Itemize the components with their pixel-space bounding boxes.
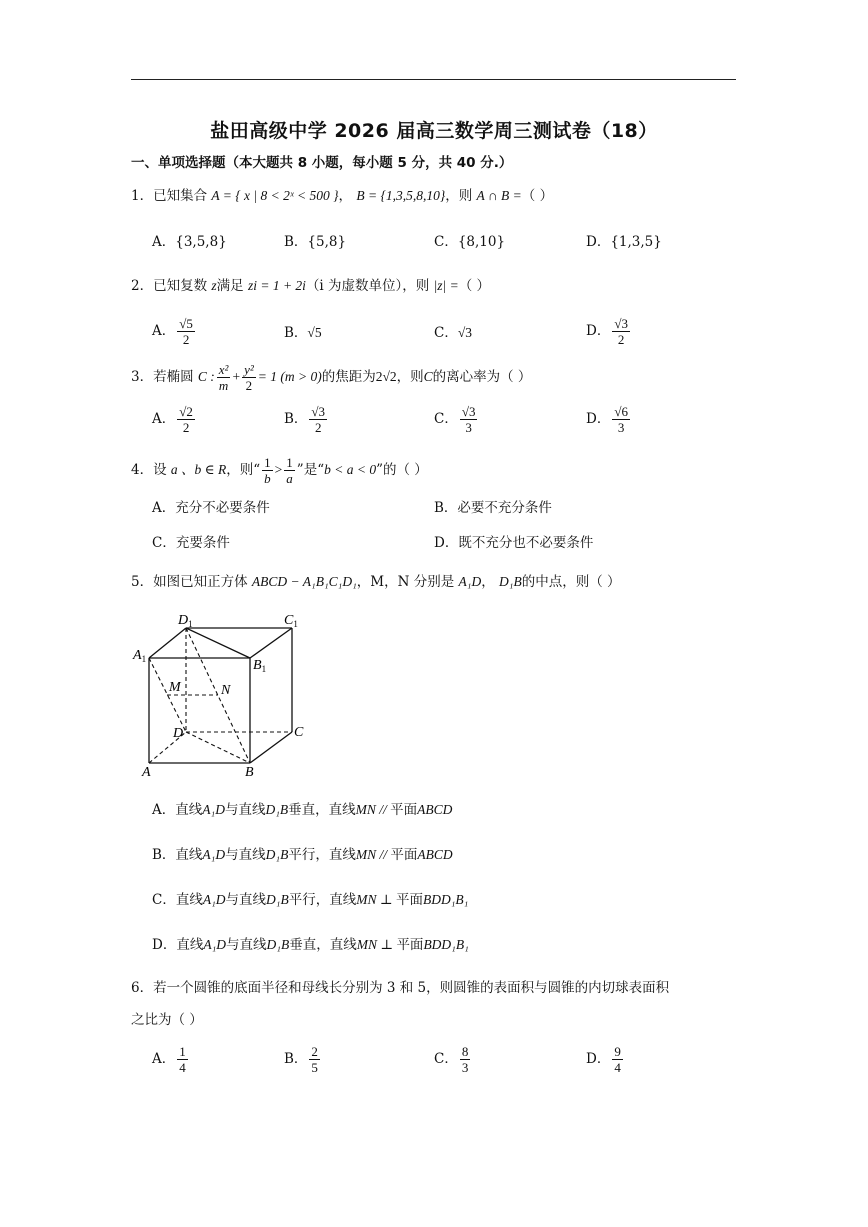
label-d1: $D_1$: [178, 613, 193, 629]
question-3: 3．若椭圆 C : $\frac{\text{x²}}{m}$ + $\frac{\text{y²}}{2}$ = 1 (m > 0)的焦距为2√2，则C的离心率为（ ）: [131, 362, 532, 393]
question-5: 5．如图已知正方体 ABCD − A₁B₁C₁D₁，M，N 分别是 A₁D， D₁B的中点，则（ ）: [131, 574, 621, 590]
label-b: B: [245, 765, 254, 780]
q6-option-d[interactable]: D． $\frac{9}{4}$: [586, 1044, 621, 1075]
q5-option-a[interactable]: A．直线A₁D与直线D₁B垂直，直线MN // 平面ABCD: [152, 802, 453, 818]
q1-option-d[interactable]: D．{1,3,5}: [586, 234, 662, 250]
label-c: C: [294, 725, 304, 740]
q6-option-a[interactable]: A． $\frac{1}{4}$: [152, 1044, 186, 1075]
section-heading: 一、单项选择题（本大题共 8 小题，每小题 5 分，共 40 分.）: [131, 155, 513, 171]
q2-option-b[interactable]: B．√5: [284, 325, 322, 341]
q3-option-a[interactable]: A． $\frac{√2}{2}$: [152, 404, 193, 435]
q5-option-c[interactable]: C．直线A₁D与直线D₁B平行，直线MN ⊥ 平面BDD₁B₁: [152, 892, 469, 908]
label-c1: $C_1$: [284, 613, 298, 629]
q6-option-b[interactable]: B． $\frac{2}{5}$: [284, 1044, 318, 1075]
label-a1: $A_1$: [133, 648, 147, 664]
q3-option-b[interactable]: B． $\frac{√3}{2}$: [284, 404, 326, 435]
question-2: 2．已知复数 z满足 zi = 1 + 2i（i 为虚数单位），则 |z| =（ ）: [131, 278, 491, 294]
label-m: M: [169, 680, 181, 695]
label-a: A: [142, 765, 151, 780]
q1-option-b[interactable]: B．{5,8}: [284, 234, 347, 250]
question-6-line-1: 6．若一个圆锥的底面半径和母线长分别为 3 和 5，则圆锥的表面积与圆锥的内切球表面积: [131, 980, 670, 996]
question-1: 1．已知集合 A = { x | 8 < 2ˣ < 500 }， B = {1,3,5,8,10}，则 A ∩ B =（ ）: [131, 188, 554, 204]
q1-option-c[interactable]: C．{8,10}: [434, 234, 506, 250]
q4-option-b[interactable]: B．必要不充分条件: [434, 500, 552, 516]
q3-option-c[interactable]: C． $\frac{√3}{3}$: [434, 404, 476, 435]
q4-option-d[interactable]: D．既不充分也不必要条件: [434, 535, 594, 551]
q5-option-d[interactable]: D．直线A₁D与直线D₁B垂直，直线MN ⊥ 平面BDD₁B₁: [152, 937, 469, 953]
q2-option-a[interactable]: A． $\frac{√5}{2}$: [152, 316, 193, 347]
label-b1: $B_1$: [253, 658, 267, 674]
question-4: 4．设 a 、b ∈ R，则“ $\frac{1}{b}$ > $\frac{1}{a}$ ”是“b < a < 0”的（ ）: [131, 455, 428, 486]
q2-option-d[interactable]: D． $\frac{√3}{2}$: [586, 316, 628, 347]
cube-figure: [128, 606, 318, 781]
q3-option-d[interactable]: D． $\frac{√6}{3}$: [586, 404, 628, 435]
q4-option-a[interactable]: A．充分不必要条件: [152, 500, 270, 516]
q1-option-a[interactable]: A．{3,5,8}: [152, 234, 227, 250]
header-rule: [131, 79, 736, 80]
q4-option-c[interactable]: C．充要条件: [152, 535, 230, 551]
q5-option-b[interactable]: B．直线A₁D与直线D₁B平行，直线MN // 平面ABCD: [152, 847, 453, 863]
label-n: N: [221, 683, 231, 698]
label-d: D: [173, 726, 184, 741]
q6-option-c[interactable]: C． $\frac{8}{3}$: [434, 1044, 469, 1075]
question-6-line-2: 之比为（ ）: [131, 1012, 203, 1028]
q2-option-c[interactable]: C．√3: [434, 325, 473, 341]
page-title: 盐田高级中学 2026 届高三数学周三测试卷（18）: [210, 120, 658, 142]
